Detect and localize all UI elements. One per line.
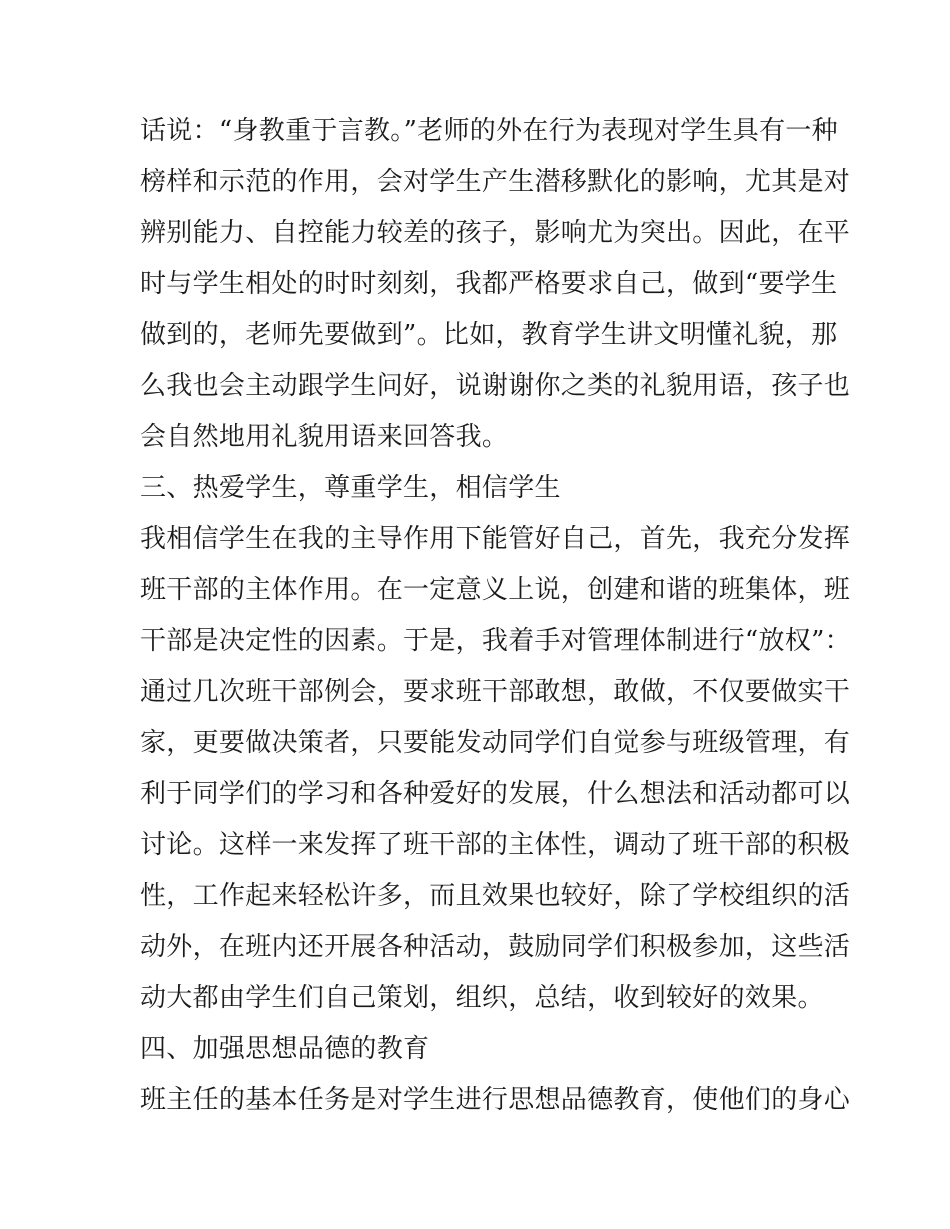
text-line: 会自然地用礼貌用语来回答我。	[140, 422, 509, 452]
text-line: 班主任的基本任务是对学生进行思想品德教育，使他们的身心	[140, 1085, 851, 1115]
document-body	[140, 106, 851, 1126]
text-line: 做到的，老师先要做到”。比如，教育学生讲文明懂礼貌，那	[140, 320, 838, 350]
text-line: 干部是决定性的因素。于是，我着手对管理体制进行“放权”：	[140, 626, 851, 656]
text-line: 时与学生相处的时时刻刻，我都严格要求自己，做到“要学生	[140, 269, 838, 299]
text-line: 班干部的主体作用。在一定意义上说，创建和谐的班集体，班	[140, 575, 851, 605]
text-line: 话说：“身教重于言教。”老师的外在行为表现对学生具有一种	[140, 116, 838, 146]
text-line: 动外，在班内还开展各种活动，鼓励同学们积极参加，这些活	[140, 932, 851, 962]
text-line: 动大都由学生们自己策划，组织，总结，收到较好的效果。	[140, 983, 824, 1013]
text-line: 榜样和示范的作用，会对学生产生潜移默化的影响，尤其是对	[140, 167, 851, 197]
text-line: 利于同学们的学习和各种爱好的发展，什么想法和活动都可以	[140, 779, 851, 809]
text-line: 我相信学生在我的主导作用下能管好自己，首先，我充分发挥	[140, 524, 851, 554]
section-heading: 三、热爱学生，尊重学生，相信学生	[140, 473, 561, 503]
text-line: 讨论。这样一来发挥了班干部的主体性，调动了班干部的积极	[140, 830, 851, 860]
text-line: 么我也会主动跟学生问好，说谢谢你之类的礼貌用语，孩子也	[140, 371, 851, 401]
text-line: 辨别能力、自控能力较差的孩子，影响尤为突出。因此，在平	[140, 218, 851, 248]
text-line: 通过几次班干部例会，要求班干部敢想，敢做，不仅要做实干	[140, 677, 851, 707]
section-heading: 四、加强思想品德的教育	[140, 1034, 430, 1064]
text-line: 性，工作起来轻松许多，而且效果也较好，除了学校组织的活	[140, 881, 851, 911]
text-line: 家，更要做决策者，只要能发动同学们自觉参与班级管理，有	[140, 728, 851, 758]
